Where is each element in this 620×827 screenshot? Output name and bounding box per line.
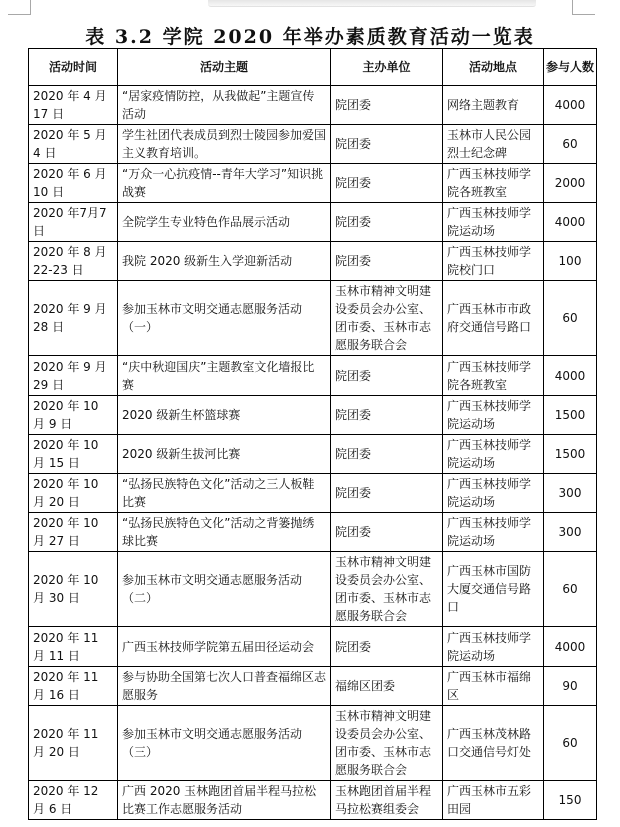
cell-date: 2020 年 4 月 17 日	[29, 86, 118, 125]
cell-organizer: 院团委	[331, 242, 443, 281]
table-row	[29, 667, 597, 706]
cell-participants: 60	[544, 125, 597, 164]
table-row	[29, 164, 597, 203]
header-organizer: 主办单位	[331, 49, 443, 86]
cell-date: 2020 年 9 月 28 日	[29, 281, 118, 356]
cell-organizer: 院团委	[331, 164, 443, 203]
cell-date: 2020 年 9 月 29 日	[29, 356, 118, 396]
cell-location: 广西玉林技师学院运动场	[443, 203, 544, 242]
cell-participants: 4000	[544, 627, 597, 667]
cell-location: 广西玉林技师学院运动场	[443, 474, 544, 513]
table-title: 表 3.2 学院 2020 年举办素质教育活动一览表	[85, 26, 535, 48]
cell-theme: “居家疫情防控，从我做起”主题宣传活动	[118, 86, 331, 125]
cell-location: 网络主题教育	[443, 86, 544, 125]
cell-location: 广西玉林技师学院运动场	[443, 627, 544, 667]
cell-theme: “弘扬民族特色文化”活动之三人板鞋比赛	[118, 474, 331, 513]
cell-organizer: 院团委	[331, 627, 443, 667]
cell-location: 广西玉林茂林路口交通信号灯处	[443, 706, 544, 781]
cell-location: 广西玉林技师学院运动场	[443, 396, 544, 435]
cell-date: 2020 年7月7日	[29, 203, 118, 242]
table-row	[29, 396, 597, 435]
cell-date: 2020 年 10 月 30 日	[29, 552, 118, 627]
cell-location: 广西玉林市市政府交通信号路口	[443, 281, 544, 356]
cell-participants: 60	[544, 552, 597, 627]
cell-participants: 60	[544, 281, 597, 356]
table-row	[29, 86, 597, 125]
cell-theme: 2020 级新生杯篮球赛	[118, 396, 331, 435]
cell-participants: 100	[544, 242, 597, 281]
page-corner-mark-left	[8, 0, 31, 15]
cell-theme: 学生社团代表成员到烈士陵园参加爱国主义教育培训。	[118, 125, 331, 164]
cell-participants: 4000	[544, 356, 597, 396]
cell-date: 2020 年 5 月 4 日	[29, 125, 118, 164]
activity-table	[28, 48, 597, 820]
cell-participants: 4000	[544, 86, 597, 125]
cell-date: 2020 年 10 月 15 日	[29, 435, 118, 474]
cell-theme: 广西 2020 玉林跑团首届半程马拉松比赛工作志愿服务活动	[118, 781, 331, 820]
cell-theme: 参与协助全国第七次人口普查福绵区志愿服务	[118, 667, 331, 706]
cell-theme: “庆中秋迎国庆”主题教室文化墙报比赛	[118, 356, 331, 396]
cell-date: 2020 年 10 月 9 日	[29, 396, 118, 435]
cell-theme: 2020 级新生拔河比赛	[118, 435, 331, 474]
cell-theme: “万众一心抗疫情--青年大学习”知识挑战赛	[118, 164, 331, 203]
cell-date: 2020 年 10 月 27 日	[29, 513, 118, 552]
cell-organizer: 院团委	[331, 435, 443, 474]
cell-participants: 1500	[544, 396, 597, 435]
cell-organizer: 院团委	[331, 86, 443, 125]
cell-organizer: 玉林跑团首届半程马拉松赛组委会	[331, 781, 443, 820]
cell-participants: 1500	[544, 435, 597, 474]
cell-date: 2020 年 6 月 10 日	[29, 164, 118, 203]
cell-organizer: 院团委	[331, 125, 443, 164]
cell-theme: 我院 2020 级新生入学迎新活动	[118, 242, 331, 281]
cell-theme: 全院学生专业特色作品展示活动	[118, 203, 331, 242]
table-row	[29, 706, 597, 781]
header-theme: 活动主题	[118, 49, 331, 86]
cell-location: 广西玉林市五彩田园	[443, 781, 544, 820]
cell-participants: 60	[544, 706, 597, 781]
header-location: 活动地点	[443, 49, 544, 86]
cell-date: 2020 年 10 月 20 日	[29, 474, 118, 513]
cell-location: 广西玉林技师学院各班教室	[443, 356, 544, 396]
table-row	[29, 781, 597, 820]
cell-theme: 参加玉林市文明交通志愿服务活动（三）	[118, 706, 331, 781]
cell-location: 广西玉林市国防大厦交通信号路口	[443, 552, 544, 627]
cell-participants: 300	[544, 474, 597, 513]
window-shadow-bar	[208, 0, 536, 7]
header-participants: 参与人数	[544, 49, 597, 86]
table-row	[29, 435, 597, 474]
table-row	[29, 356, 597, 396]
cell-organizer: 院团委	[331, 396, 443, 435]
cell-organizer: 玉林市精神文明建设委员会办公室、团市委、玉林市志愿服务联合会	[331, 706, 443, 781]
cell-participants: 300	[544, 513, 597, 552]
table-row	[29, 627, 597, 667]
cell-date: 2020 年 11 月 20 日	[29, 706, 118, 781]
cell-location: 广西玉林技师学院运动场	[443, 513, 544, 552]
cell-theme: 参加玉林市文明交通志愿服务活动（一）	[118, 281, 331, 356]
cell-date: 2020 年 11 月 11 日	[29, 627, 118, 667]
page-corner-mark-right	[572, 0, 595, 15]
cell-organizer: 玉林市精神文明建设委员会办公室、团市委、玉林市志愿服务联合会	[331, 281, 443, 356]
cell-organizer: 玉林市精神文明建设委员会办公室、团市委、玉林市志愿服务联合会	[331, 552, 443, 627]
cell-organizer: 院团委	[331, 474, 443, 513]
table-body	[29, 86, 597, 820]
table-row	[29, 281, 597, 356]
table-row	[29, 242, 597, 281]
cell-organizer: 福绵区团委	[331, 667, 443, 706]
cell-location: 广西玉林技师学院各班教室	[443, 164, 544, 203]
header-date: 活动时间	[29, 49, 118, 86]
cell-participants: 2000	[544, 164, 597, 203]
cell-theme: 广西玉林技师学院第五届田径运动会	[118, 627, 331, 667]
table-row	[29, 203, 597, 242]
cell-participants: 150	[544, 781, 597, 820]
cell-location: 广西玉林技师学院校门口	[443, 242, 544, 281]
cell-location: 广西玉林市福绵区	[443, 667, 544, 706]
table-row	[29, 125, 597, 164]
cell-theme: “弘扬民族特色文化”活动之背篓抛绣球比赛	[118, 513, 331, 552]
cell-participants: 4000	[544, 203, 597, 242]
table-row	[29, 552, 597, 627]
cell-date: 2020 年 11 月 16 日	[29, 667, 118, 706]
cell-location: 广西玉林技师学院运动场	[443, 435, 544, 474]
cell-organizer: 院团委	[331, 513, 443, 552]
cell-participants: 90	[544, 667, 597, 706]
table-row	[29, 474, 597, 513]
cell-organizer: 院团委	[331, 356, 443, 396]
table-row	[29, 513, 597, 552]
cell-location: 玉林市人民公园烈士纪念碑	[443, 125, 544, 164]
cell-organizer: 院团委	[331, 203, 443, 242]
cell-date: 2020 年 8 月 22-23 日	[29, 242, 118, 281]
cell-theme: 参加玉林市文明交通志愿服务活动（二）	[118, 552, 331, 627]
header-row	[29, 49, 597, 86]
cell-date: 2020 年 12 月 6 日	[29, 781, 118, 820]
